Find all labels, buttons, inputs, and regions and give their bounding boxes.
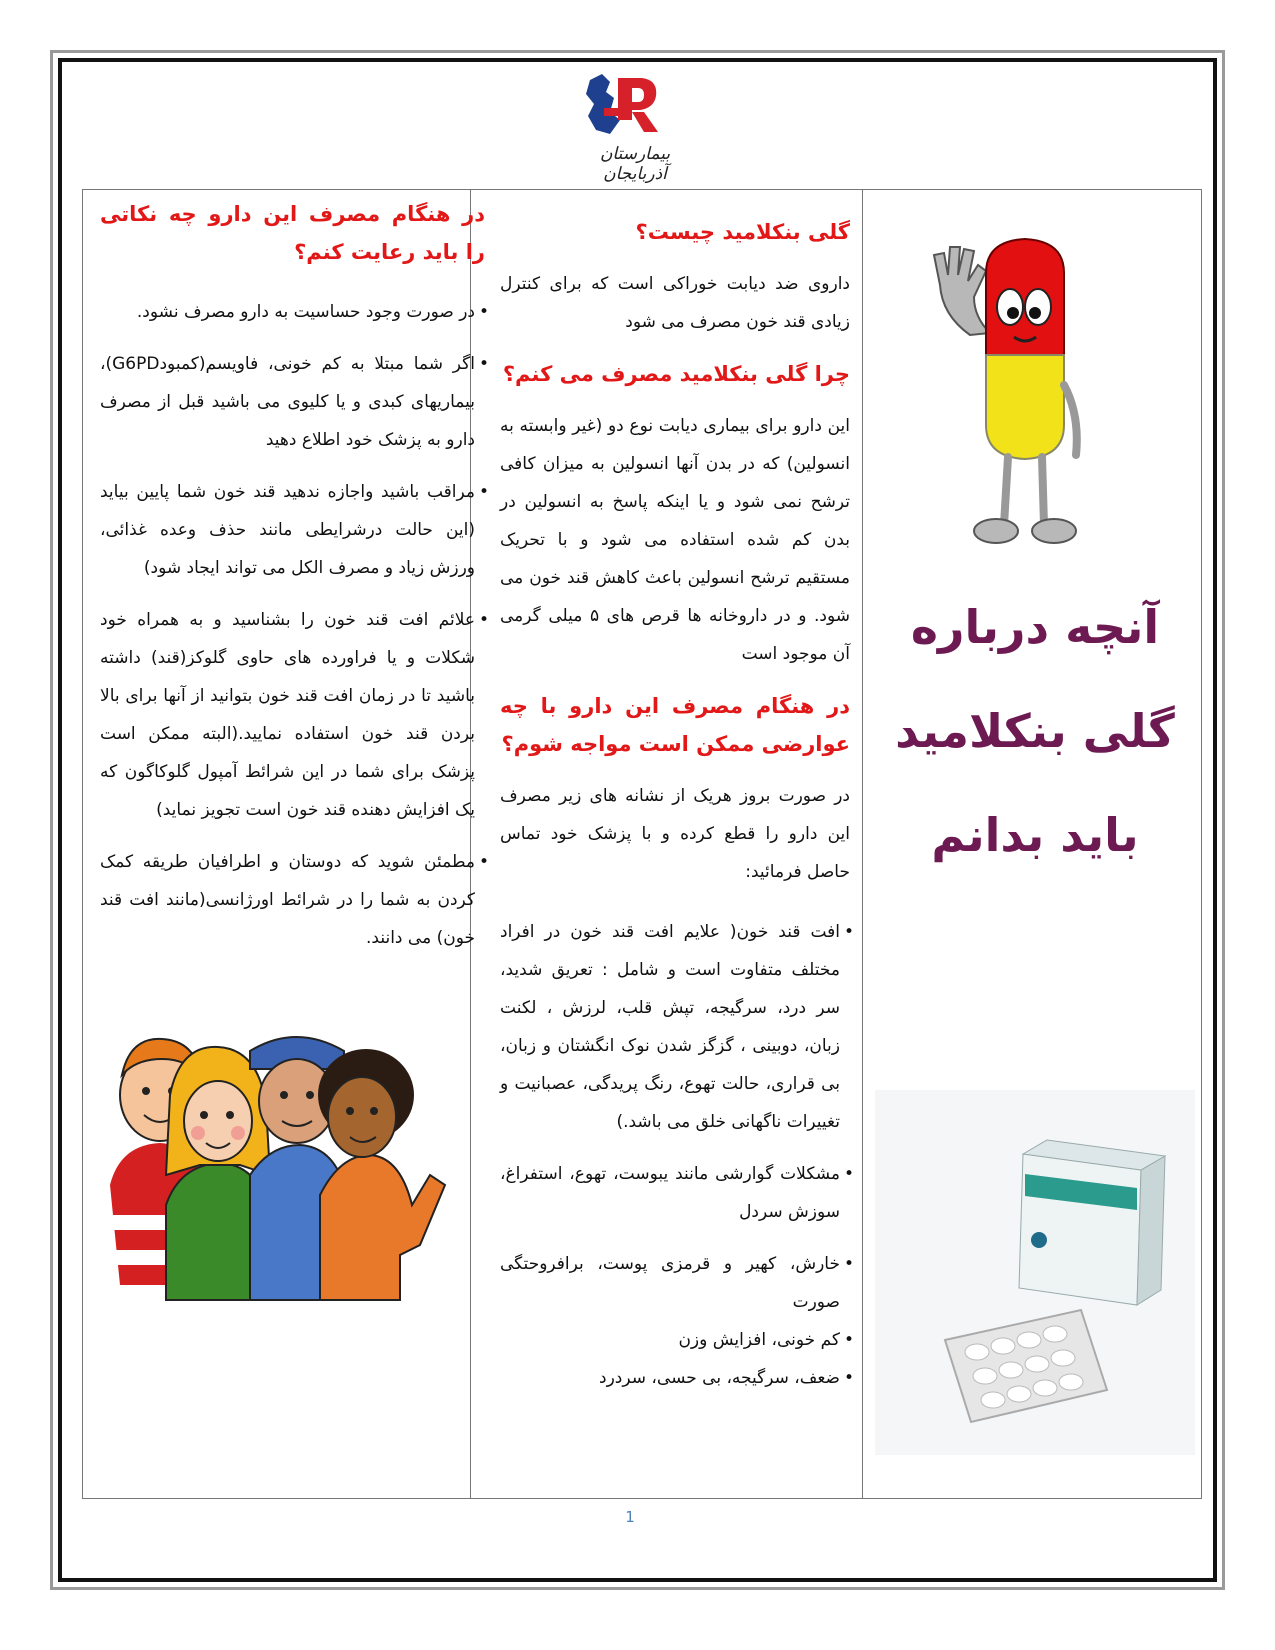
brochure-title xyxy=(870,575,1200,887)
drug-info-column xyxy=(500,213,850,1397)
why-use-text: این دارو برای بیماری دیابت نوع دو (غیر وابسته به انسولین) که در بدن آنها انسولین به میزان کافی ترشح نمی شود و یا اینکه پاسخ به انسولین در بدن کم شده استفاده می شود و با تحریک مستقیم ترشح انسولین باعث کاهش قند خون می شود. و در داروخانه ها قرص های ۵ میلی گرمی آن موجود است xyxy=(500,416,850,664)
side-effect-item-2: • مشکلات گوارشی مانند یبوست، تهوع، استفراغ، سوزش سردل xyxy=(500,1155,850,1231)
what-is-text: داروی ضد دیابت خوراکی است که برای کنترل زیادی قند خون مصرف می شود xyxy=(500,274,850,332)
precautions-heading: در هنگام مصرف این دارو چه نکاتی را باید رعایت کنم؟ xyxy=(100,202,485,264)
precaution-item-2: • اگر شما مبتلا به کم خونی، فاویسم(کمبودG6PD)، بیماریهای کبدی و یا کلیوی می باشید قبل از مصرف دارو به پزشک خود اطلاع دهید xyxy=(100,345,485,459)
precaution-item-5: • مطمئن شوید که دوستان و اطرافیان طریقه کمک کردن به شما را در شرائط اورژانسی(مانند افت قند خون) می دانند. xyxy=(100,843,485,957)
page-number: 1 xyxy=(625,1508,635,1526)
hospital-logo-mark xyxy=(580,72,690,144)
side-effect-item-3: • خارش، کهیر و قرمزی پوست، برافروحتگی صورت xyxy=(500,1245,850,1321)
hospital-logo xyxy=(580,72,690,184)
medicine-box-photo xyxy=(875,1090,1195,1455)
child-4 xyxy=(318,1049,445,1300)
side-effects-intro: در صورت بروز هریک از نشانه های زیر مصرف این دارو را قطع کرده و با پزشک خود تماس حاصل فرمائید: xyxy=(500,786,850,882)
side-effect-item-1: • افت قند خون( علایم افت قند خون در افراد مختلف متفاوت است و شامل : تعریق شدید، سر درد، سرگیجه، تپش قلب، لرزش ، لکنت زبان، دوبینی ، گزگز شدن نوک انگشتان و زبان، بی قراری، حالت تهوع، رنگ پریدگی، عصبانیت و تغییرات ناگهانی خلق می باشد.) xyxy=(500,913,850,1141)
title-line-3: باید بدانم xyxy=(931,808,1139,862)
what-is-heading: گلی بنکلامید چیست؟ xyxy=(635,220,850,244)
precaution-item-1: • در صورت وجود حساسیت به دارو مصرف نشود. xyxy=(100,293,485,331)
precautions-column xyxy=(100,195,485,957)
precaution-item-3: • مراقب باشید واجازه ندهید قند خون شما پایین بیاید (این حالت درشرایطی مانند حذف وعده غذائی، ورزش زیاد و مصرف الکل می تواند ایجاد شود) xyxy=(100,473,485,587)
precaution-item-4: • علائم افت قند خون را بشناسید و به همراه خود شکلات و یا فراورده های حاوی گلوکز(قند) داشته باشید تا در زمان افت قند خون بتوانید از آنها برای بالا بردن قند خون استفاده نمایید.(البته ممکن است پزشک برای شما در این شرائط آمپول گلوکاگون که یک افزایش دهنده قند خون است تجویز نماید) xyxy=(100,601,485,829)
side-effect-item-5: • ضعف، سرگیجه، بی حسی، سردرد xyxy=(500,1359,850,1397)
pill-mascot-illustration xyxy=(930,225,1100,555)
title-line-2: گلی بنکلامید xyxy=(895,704,1175,758)
title-line-1: آنچه درباره xyxy=(910,600,1160,654)
children-illustration xyxy=(100,1025,450,1315)
column-divider-right xyxy=(862,189,863,1499)
side-effects-heading: در هنگام مصرف این دارو با چه عوارضی ممکن است مواجه شوم؟ xyxy=(500,694,850,756)
why-use-heading: چرا گلی بنکلامید مصرف می کنم؟ xyxy=(502,362,850,386)
side-effect-item-4: • کم خونی، افزایش وزن xyxy=(500,1321,850,1359)
logo-caption: بیمارستان آذربایجان xyxy=(599,144,671,184)
